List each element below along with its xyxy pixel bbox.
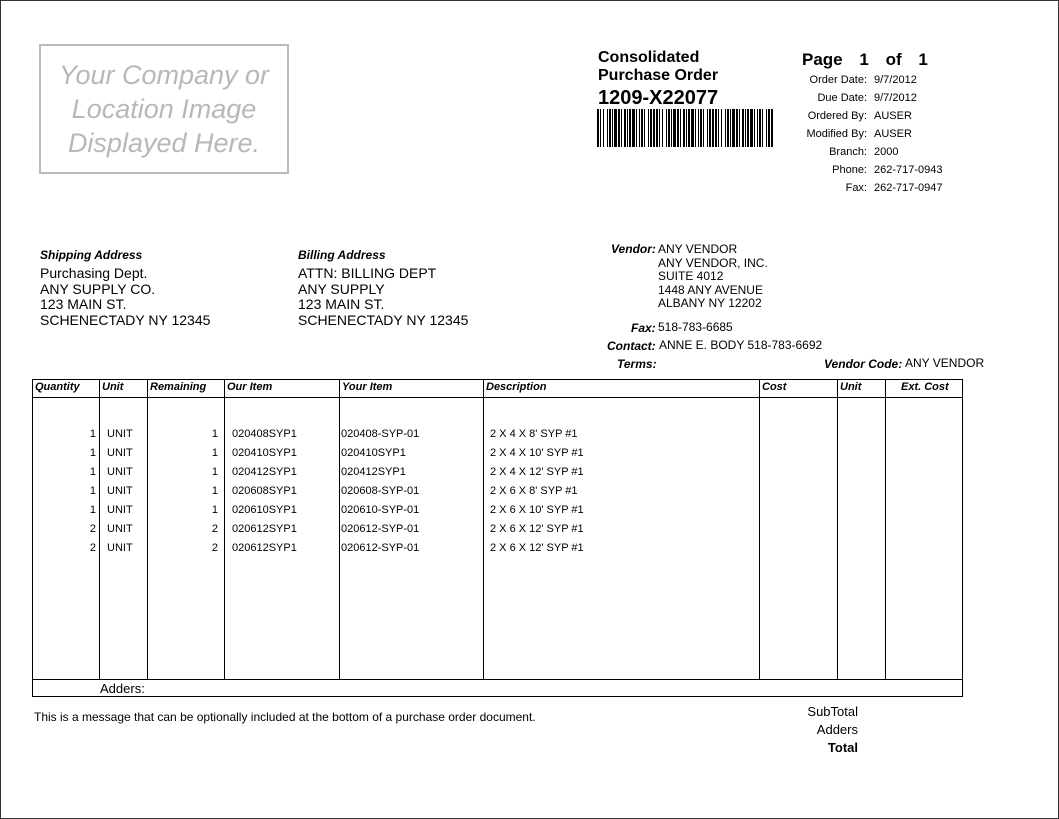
- column-header-unit: Unit: [102, 381, 124, 393]
- column-header-your-item: Your Item: [342, 381, 393, 393]
- column-header-quantity: Quantity: [35, 381, 80, 393]
- order-date-label: Order Date:: [809, 74, 867, 86]
- your-item-cell: 020610-SYP-01: [341, 504, 420, 516]
- description-cell: 2 X 4 X 12' SYP #1: [490, 466, 584, 478]
- modified-by-value: AUSER: [874, 128, 912, 140]
- page-current: 1: [859, 50, 869, 69]
- logo-text: [59, 58, 269, 160]
- column-divider: [483, 380, 484, 679]
- column-divider: [759, 380, 760, 679]
- shipping-line: SCHENECTADY NY 12345: [40, 311, 211, 328]
- title-line-1: Consolidated: [598, 49, 700, 66]
- document-title: [598, 49, 718, 85]
- vendor-code-label: Vendor Code:: [824, 357, 903, 371]
- company-logo-placeholder: [39, 44, 289, 174]
- quantity-cell: 2: [89, 542, 96, 554]
- ordered-by-value: AUSER: [874, 110, 912, 122]
- unit-cell: UNIT: [107, 428, 133, 440]
- description-cell: 2 X 4 X 10' SYP #1: [490, 447, 584, 459]
- page-total: 1: [918, 50, 928, 69]
- billing-address: [298, 248, 468, 328]
- description-cell: 2 X 4 X 8' SYP #1: [490, 428, 578, 440]
- your-item-cell: 020608-SYP-01: [341, 485, 420, 497]
- description-cell: 2 X 6 X 12' SYP #1: [490, 523, 584, 535]
- adders-divider: [33, 679, 962, 680]
- remaining-cell: 2: [211, 542, 218, 554]
- ordered-by-label: Ordered By:: [807, 110, 867, 122]
- column-header-our-item: Our Item: [227, 381, 273, 393]
- vendor-contact-label: Contact:: [607, 339, 656, 353]
- billing-heading: Billing Address: [298, 248, 386, 262]
- remaining-cell: 1: [211, 447, 218, 459]
- shipping-line: ANY SUPPLY CO.: [40, 280, 156, 297]
- unit-cell: UNIT: [107, 447, 133, 459]
- shipping-line: 123 MAIN ST.: [40, 296, 127, 312]
- po-number: 1209-X22077: [598, 87, 719, 109]
- column-divider: [885, 380, 886, 679]
- remaining-cell: 1: [211, 504, 218, 516]
- your-item-cell: 020408-SYP-01: [341, 428, 420, 440]
- billing-line: ATTN: BILLING DEPT: [298, 265, 437, 281]
- quantity-cell: 1: [89, 485, 96, 497]
- your-item-cell: 020612-SYP-01: [341, 523, 420, 535]
- remaining-cell: 1: [211, 428, 218, 440]
- remaining-cell: 1: [211, 485, 218, 497]
- quantity-cell: 2: [89, 523, 96, 535]
- totals-block: [741, 704, 858, 764]
- our-item-cell: 020408SYP1: [232, 428, 297, 440]
- page-indicator: [802, 50, 940, 70]
- vendor-line: ALBANY NY 12202: [658, 296, 762, 310]
- description-cell: 2 X 6 X 10' SYP #1: [490, 504, 584, 516]
- vendor-fax: 518-783-6685: [658, 320, 733, 334]
- billing-line: ANY SUPPLY: [298, 280, 385, 297]
- adders-total-label: Adders: [816, 722, 858, 737]
- column-header-cost: Cost: [762, 381, 787, 393]
- vendor-code-value: ANY VENDOR: [905, 356, 985, 370]
- title-line-2: Purchase Order: [598, 67, 719, 84]
- logo-line-3: Displayed Here.: [67, 128, 261, 158]
- unit-cell: UNIT: [107, 542, 133, 554]
- quantity-cell: 1: [89, 504, 96, 516]
- unit-cell: UNIT: [107, 523, 133, 535]
- vendor-fax-label: Fax:: [631, 321, 656, 335]
- phone-value: 262-717-0943: [874, 164, 943, 176]
- vendor-line: ANY VENDOR, INC.: [658, 255, 768, 270]
- column-header-description: Description: [486, 381, 547, 393]
- vendor-line: SUITE 4012: [658, 269, 724, 283]
- quantity-cell: 1: [89, 447, 96, 459]
- column-divider: [224, 380, 225, 679]
- shipping-lines: [40, 266, 210, 328]
- our-item-cell: 020610SYP1: [232, 504, 297, 516]
- billing-lines: [298, 266, 468, 328]
- remaining-cell: 2: [211, 523, 218, 535]
- remaining-cell: 1: [211, 466, 218, 478]
- column-divider: [99, 380, 100, 679]
- vendor-line: ANY VENDOR: [658, 242, 738, 256]
- column-divider: [837, 380, 838, 679]
- unit-cell: UNIT: [107, 485, 133, 497]
- your-item-cell: 020410SYP1: [341, 447, 406, 459]
- branch-label: Branch:: [829, 146, 867, 158]
- fax-label: Fax:: [845, 182, 867, 194]
- column-header-unit-of-cost: Unit: [840, 381, 862, 393]
- your-item-cell: 020612-SYP-01: [341, 542, 420, 554]
- billing-line: 123 MAIN ST.: [298, 296, 385, 312]
- quantity-cell: 1: [89, 466, 96, 478]
- vendor-label: Vendor:: [611, 242, 656, 256]
- subtotal-label: SubTotal: [807, 704, 858, 719]
- shipping-line: Purchasing Dept.: [40, 265, 148, 281]
- adders-label: Adders:: [100, 681, 145, 696]
- column-header-remaining: Remaining: [150, 381, 207, 393]
- page-of: of: [885, 50, 902, 69]
- fax-value: 262-717-0947: [874, 182, 943, 194]
- column-header-ext-cost: Ext. Cost: [901, 381, 949, 393]
- description-cell: 2 X 6 X 8' SYP #1: [490, 485, 578, 497]
- our-item-cell: 020612SYP1: [232, 523, 297, 535]
- our-item-cell: 020412SYP1: [232, 466, 297, 478]
- phone-label: Phone:: [832, 164, 867, 176]
- vendor-contact: ANNE E. BODY 518-783-6692: [659, 338, 823, 352]
- column-divider: [339, 380, 340, 679]
- total-label: Total: [827, 740, 858, 755]
- due-date-label: Due Date:: [817, 92, 867, 104]
- column-divider: [147, 380, 148, 679]
- our-item-cell: 020608SYP1: [232, 485, 297, 497]
- our-item-cell: 020410SYP1: [232, 447, 297, 459]
- items-table: [32, 379, 963, 697]
- order-date-value: 9/7/2012: [874, 74, 917, 86]
- shipping-heading: Shipping Address: [40, 248, 143, 262]
- branch-value: 2000: [874, 146, 899, 158]
- vendor-line: 1448 ANY AVENUE: [658, 282, 763, 297]
- terms-label: Terms:: [617, 357, 657, 371]
- page-label: Page: [802, 50, 843, 69]
- our-item-cell: 020612SYP1: [232, 542, 297, 554]
- billing-line: SCHENECTADY NY 12345: [298, 311, 469, 328]
- unit-cell: UNIT: [107, 466, 133, 478]
- unit-cell: UNIT: [107, 504, 133, 516]
- quantity-cell: 1: [89, 428, 96, 440]
- vendor-address: [658, 243, 768, 311]
- footer-message: This is a message that can be optionally included at the bottom of a purchase order document.: [34, 710, 536, 724]
- description-cell: 2 X 6 X 12' SYP #1: [490, 542, 584, 554]
- header-divider: [33, 397, 962, 398]
- due-date-value: 9/7/2012: [874, 92, 917, 104]
- logo-line-2: Location Image: [71, 94, 257, 124]
- your-item-cell: 020412SYP1: [341, 466, 406, 478]
- logo-line-1: Your Company or: [58, 60, 270, 90]
- modified-by-label: Modified By:: [806, 128, 867, 140]
- shipping-address: [40, 248, 210, 328]
